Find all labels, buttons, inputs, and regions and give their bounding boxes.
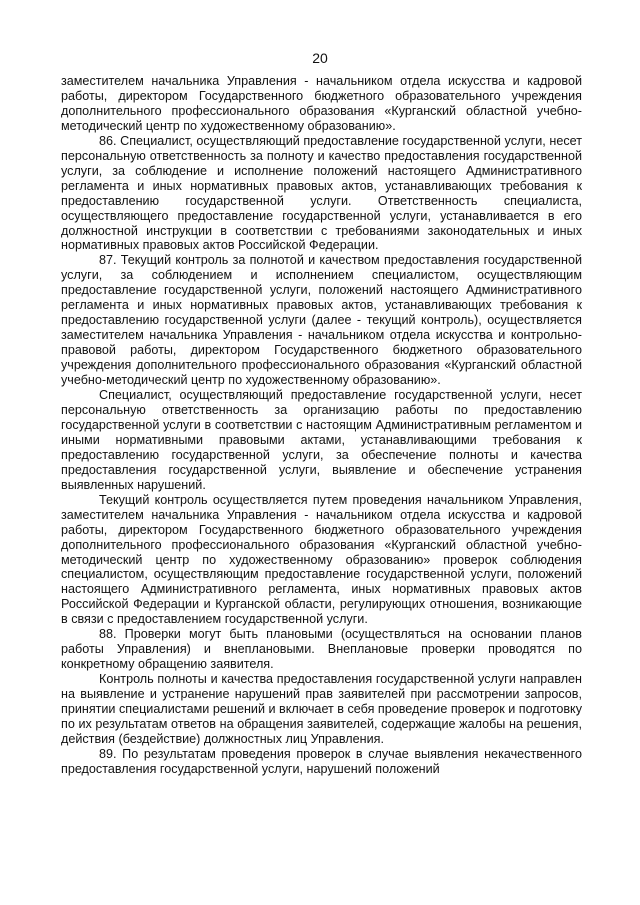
paragraph-88: 88. Проверки могут быть плановыми (осуществляться на основании планов работы Управления) и внеплановыми. Внеплановые проверки проводятся по конкретному обращению заявителя. xyxy=(61,627,582,672)
paragraph-89: 89. По результатам проведения проверок в случае выявления некачественного предоставления государственной услуги, нарушений положений xyxy=(61,746,582,776)
paragraph-86: 86. Специалист, осуществляющий предоставление государственной услуги, несет персональную ответственность за полноту и качество предоставления государственной услуги, за соблюдение и исполнение положений настоящего Административного регламента и иных нормативных правовых актов, устанавливающих требования к предоставлению государственной услуги. Ответственность специалиста, осуществляющего предоставление государственной услуги, устанавливается в его должностной инструкции в соответствии с требованиями законодательных и иных нормативных правовых актов Российской Федерации. xyxy=(61,133,582,253)
body-text xyxy=(61,74,582,777)
paragraph-current-control: Текущий контроль осуществляется путем проведения начальником Управления, заместителем начальника Управления - начальником отдела искусства и кадровой работы, директором Государственного бюджетного образовательного учреждения дополнительного профессионального образования «Курганский областной учебно-методический центр по художественному образованию» проверок соблюдения специалистом, осуществляющим предоставление государственной услуги, положений настоящего Административного регламента, иных нормативных правовых актов Российской Федерации и Курганской области, регулирующих отношения, возникающие в связи с предоставлением государственной услуги. xyxy=(61,492,582,627)
paragraph-87: 87. Текущий контроль за полнотой и качеством предоставления государственной услуги, за соблюдением и исполнением специалистом, осуществляющим предоставление государственной услуги, положений настоящего Административного регламента и иных нормативных правовых актов, устанавливающих требования к предоставлению государственной услуги (далее - текущий контроль), осуществляется заместителем начальника Управления - начальником отдела искусства и контрольно-правовой работы, директором Государственного бюджетного образовательного учреждения дополнительного профессионального образования «Курганский областной учебно-методический центр по художественному образованию». xyxy=(61,253,582,388)
paragraph-specialist-responsibility: Специалист, осуществляющий предоставление государственной услуги, несет персональную ответственность за организацию работы по предоставлению государственной услуги в соответствии с настоящим Административным регламентом и иными нормативными правовыми актами, устанавливающими требования к предоставлению государственной услуги, за обеспечение полноты и качества предоставления государственной услуги, выявление и обеспечение устранения выявленных нарушений. xyxy=(61,388,582,492)
page-number: 20 xyxy=(312,50,328,66)
paragraph-continuation: заместителем начальника Управления - начальником отдела искусства и кадровой работы, директором Государственного бюджетного образовательного учреждения дополнительного профессионального образования «Курганский областной учебно-методический центр по художественному образованию». xyxy=(61,74,582,133)
paragraph-quality-control: Контроль полноты и качества предоставления государственной услуги направлен на выявление и устранение нарушений прав заявителей при рассмотрении запросов, принятии специалистами решений и включает в себя проведение проверок и подготовку по их результатам ответов на обращения заявителей, содержащие жалобы на решения, действия (бездействие) должностных лиц Управления. xyxy=(61,672,582,746)
